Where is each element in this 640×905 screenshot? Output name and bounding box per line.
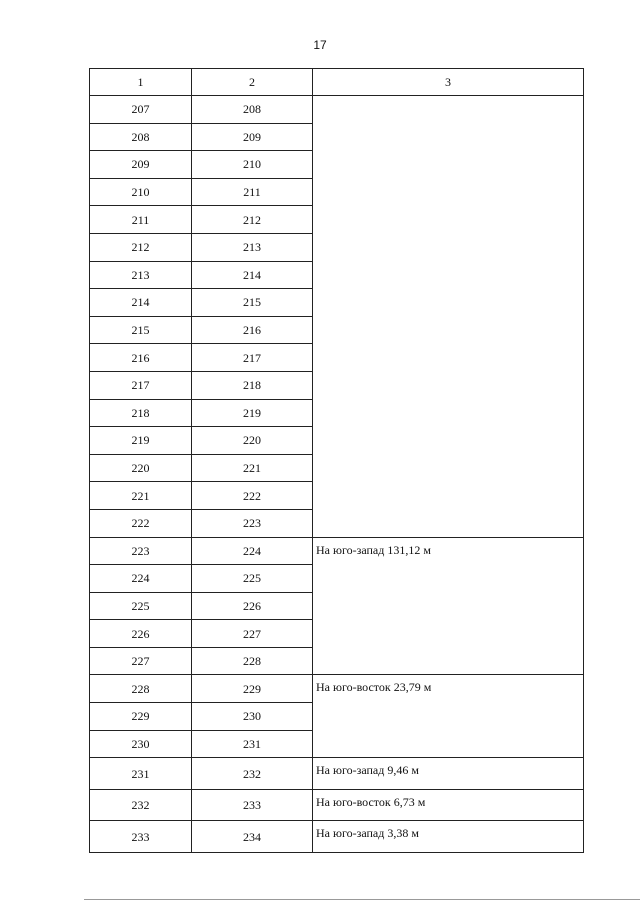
point-to-cell: 219 xyxy=(192,399,313,427)
point-to-cell: 220 xyxy=(192,427,313,455)
point-to-cell: 224 xyxy=(192,537,313,565)
point-from-cell: 231 xyxy=(90,758,192,790)
point-from-cell: 215 xyxy=(90,316,192,344)
point-to-cell: 222 xyxy=(192,482,313,510)
point-from-cell: 228 xyxy=(90,675,192,703)
point-from-cell: 210 xyxy=(90,178,192,206)
table-row xyxy=(90,96,584,124)
point-to-cell: 214 xyxy=(192,261,313,289)
point-from-cell: 226 xyxy=(90,620,192,648)
page-number: 17 xyxy=(313,38,327,52)
point-from-cell: 229 xyxy=(90,703,192,731)
table-row xyxy=(90,758,584,790)
point-from-cell: 224 xyxy=(90,565,192,593)
direction-cell: На юго-запад 131,12 м xyxy=(313,537,584,675)
bottom-rule xyxy=(84,899,640,900)
point-from-cell: 209 xyxy=(90,151,192,179)
point-to-cell: 210 xyxy=(192,151,313,179)
point-from-cell: 233 xyxy=(90,821,192,853)
point-from-cell: 208 xyxy=(90,123,192,151)
point-from-cell: 212 xyxy=(90,233,192,261)
point-from-cell: 222 xyxy=(90,509,192,537)
point-to-cell: 216 xyxy=(192,316,313,344)
table-row xyxy=(90,537,584,565)
column-header-2: 2 xyxy=(192,69,313,96)
point-from-cell: 216 xyxy=(90,344,192,372)
point-to-cell: 213 xyxy=(192,233,313,261)
point-to-cell: 227 xyxy=(192,620,313,648)
point-from-cell: 221 xyxy=(90,482,192,510)
point-to-cell: 228 xyxy=(192,647,313,675)
point-to-cell: 233 xyxy=(192,789,313,821)
table-body xyxy=(90,96,584,853)
point-to-cell: 230 xyxy=(192,703,313,731)
point-from-cell: 213 xyxy=(90,261,192,289)
column-header-3: 3 xyxy=(313,69,584,96)
point-from-cell: 207 xyxy=(90,96,192,124)
points-table xyxy=(89,68,584,853)
direction-cell: На юго-восток 6,73 м xyxy=(313,789,584,821)
direction-cell: На юго-восток 23,79 м xyxy=(313,675,584,758)
table-header-row xyxy=(90,69,584,96)
point-to-cell: 217 xyxy=(192,344,313,372)
table-row xyxy=(90,675,584,703)
point-from-cell: 232 xyxy=(90,789,192,821)
point-from-cell: 223 xyxy=(90,537,192,565)
point-from-cell: 230 xyxy=(90,730,192,758)
direction-cell: На юго-запад 3,38 м xyxy=(313,821,584,853)
point-from-cell: 219 xyxy=(90,427,192,455)
point-from-cell: 218 xyxy=(90,399,192,427)
table-row xyxy=(90,789,584,821)
point-to-cell: 226 xyxy=(192,592,313,620)
point-to-cell: 218 xyxy=(192,371,313,399)
point-to-cell: 212 xyxy=(192,206,313,234)
point-to-cell: 234 xyxy=(192,821,313,853)
direction-cell: На юго-запад 9,46 м xyxy=(313,758,584,790)
point-to-cell: 215 xyxy=(192,289,313,317)
point-to-cell: 209 xyxy=(192,123,313,151)
point-to-cell: 211 xyxy=(192,178,313,206)
point-to-cell: 208 xyxy=(192,96,313,124)
point-from-cell: 214 xyxy=(90,289,192,317)
point-to-cell: 221 xyxy=(192,454,313,482)
point-to-cell: 231 xyxy=(192,730,313,758)
point-to-cell: 225 xyxy=(192,565,313,593)
point-from-cell: 225 xyxy=(90,592,192,620)
point-to-cell: 232 xyxy=(192,758,313,790)
point-to-cell: 223 xyxy=(192,509,313,537)
point-from-cell: 227 xyxy=(90,647,192,675)
table-row xyxy=(90,821,584,853)
column-header-1: 1 xyxy=(90,69,192,96)
point-from-cell: 211 xyxy=(90,206,192,234)
point-from-cell: 217 xyxy=(90,371,192,399)
direction-cell xyxy=(313,96,584,538)
point-to-cell: 229 xyxy=(192,675,313,703)
point-from-cell: 220 xyxy=(90,454,192,482)
